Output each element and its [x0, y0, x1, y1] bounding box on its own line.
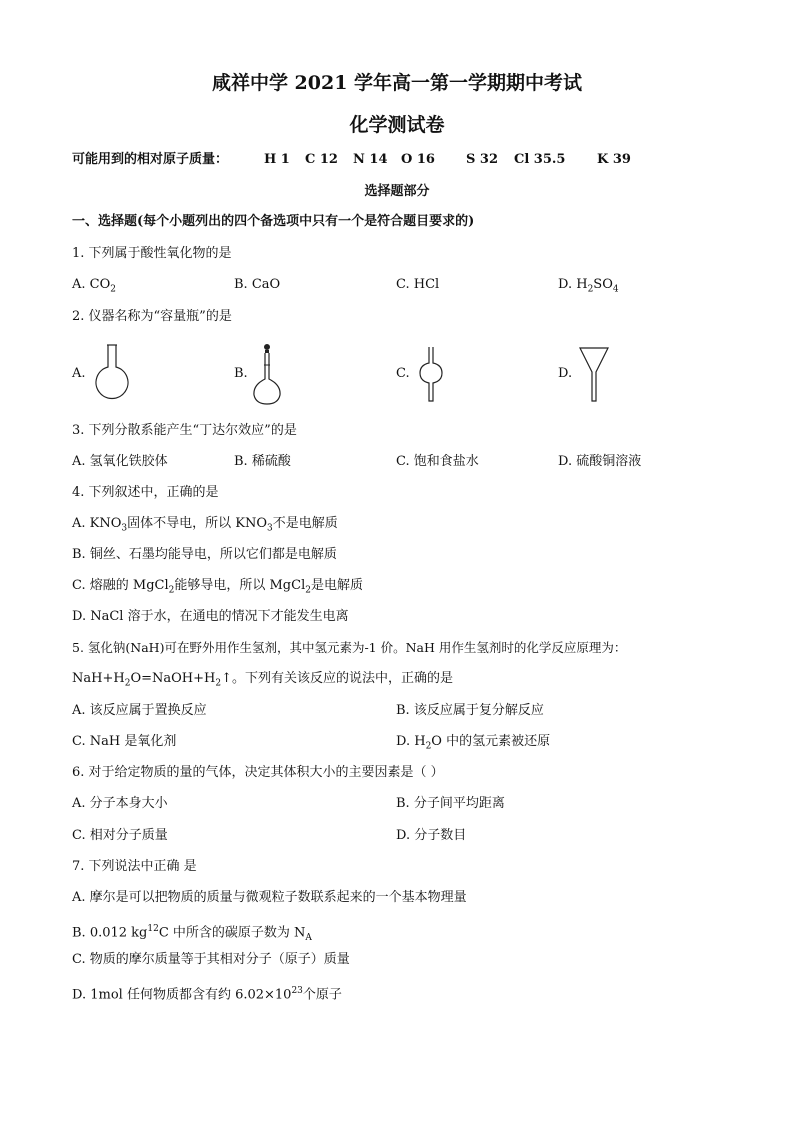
- atomic-mass-o: O 16: [401, 152, 435, 167]
- atomic-mass-row: [72, 152, 228, 168]
- question-6-option-c[interactable]: C. 相对分子质量: [72, 828, 168, 843]
- question-2-stem: 2. 仪器名称为“容量瓶”的是: [72, 309, 232, 324]
- question-2-option-c[interactable]: C.: [396, 366, 410, 381]
- question-1-stem: 1. 下列属于酸性氧化物的是: [72, 246, 232, 261]
- question-3-option-b[interactable]: B. 稀硫酸: [234, 454, 291, 469]
- question-1-option-d[interactable]: D. $H_2SO_4$: [558, 277, 619, 295]
- exam-subtitle: 化学测试卷: [349, 114, 445, 136]
- question-4-stem: 4. 下列叙述中，正确的是: [72, 485, 219, 500]
- question-7-option-a[interactable]: A. 摩尔是可以把物质的质量与微观粒子数联系起来的一个基本物理量: [72, 890, 467, 905]
- question-3-option-d[interactable]: D. 硫酸铜溶液: [558, 454, 642, 469]
- question-4-option-c[interactable]: C. 熔融的 MgCl$_2$能够导电，所以 MgCl$_2$是电解质: [72, 578, 363, 596]
- question-1-option-a[interactable]: A. $CO_2$: [72, 277, 116, 295]
- volumetric-flask-icon: [250, 343, 284, 407]
- atomic-mass-n: N 14: [353, 152, 388, 167]
- question-1-option-b[interactable]: B. CaO: [234, 277, 281, 292]
- question-6-option-d[interactable]: D. 分子数目: [396, 828, 467, 843]
- round-bottom-flask-icon: [90, 343, 134, 403]
- question-3-option-a[interactable]: A. 氢氧化铁胶体: [72, 454, 168, 469]
- atomic-mass-c: C 12: [305, 152, 338, 167]
- question-3-option-c[interactable]: C. 饱和食盐水: [396, 454, 479, 469]
- part-title: 选择题部分: [364, 184, 430, 199]
- bulb-pipette-icon: [417, 345, 445, 403]
- question-6-option-b[interactable]: B. 分子间平均距离: [396, 796, 505, 811]
- question-5-option-a[interactable]: A. 该反应属于置换反应: [72, 703, 207, 718]
- atomic-mass-k: K 39: [597, 152, 631, 167]
- question-2-option-b[interactable]: B.: [234, 366, 248, 381]
- question-5-stem-cont: $NaH+H_2O=NaOH+H_2↑$。下列有关该反应的说法中，正确的是: [72, 671, 453, 689]
- question-4-option-a[interactable]: A. $KNO_3$固体不导电，所以 $KNO_3$不是电解质: [72, 516, 338, 534]
- question-7-stem: 7. 下列说法中正确 是: [72, 859, 197, 874]
- question-3-stem: 3. 下列分散系能产生“丁达尔效应”的是: [72, 423, 297, 438]
- question-5-option-c[interactable]: C. NaH 是氧化剂: [72, 734, 177, 749]
- question-1-option-c[interactable]: C. HCl: [396, 277, 440, 292]
- question-7-option-c[interactable]: C. 物质的摩尔质量等于其相对分子（原子）质量: [72, 952, 350, 967]
- question-5-stem: 5. 氢化钠(NaH)可在野外用作生氢剂，其中氢元素为-1 价。NaH 用作生氢剂时的化学反应原理为：: [72, 640, 627, 655]
- atomic-mass-cl: Cl 35.5: [514, 152, 566, 167]
- exam-title: 咸祥中学 2021 学年高一第一学期期中考试: [211, 72, 583, 94]
- question-5-option-d[interactable]: D. $H_2O$ 中的氢元素被还原: [396, 734, 551, 752]
- section-title: 一、选择题(每个小题列出的四个备选项中只有一个是符合题目要求的): [72, 214, 475, 229]
- question-2-option-a[interactable]: A.: [72, 366, 86, 381]
- atomic-mass-h: H 1: [264, 152, 290, 167]
- question-4-option-d[interactable]: D. NaCl 溶于水，在通电的情况下才能发生电离: [72, 609, 349, 624]
- atomic-mass-label: 可能用到的相对原子质量：: [72, 152, 229, 167]
- question-6-option-a[interactable]: A. 分子本身大小: [72, 796, 168, 811]
- question-7-option-d[interactable]: D. 1mol 任何物质都含有约 $6.02\times 10^{23}$个原子: [72, 986, 342, 1003]
- funnel-icon: [578, 345, 610, 403]
- question-6-stem: 6. 对于给定物质的量的气体，决定其体积大小的主要因素是（ ）: [72, 765, 444, 780]
- question-7-option-b[interactable]: B. 0.012 $kg^{12}C$ 中所含的碳原子数为 $N_A$: [72, 924, 312, 943]
- atomic-mass-s: S 32: [466, 152, 499, 167]
- question-5-option-b[interactable]: B. 该反应属于复分解反应: [396, 703, 544, 718]
- question-4-option-b[interactable]: B. 铜丝、石墨均能导电，所以它们都是电解质: [72, 547, 337, 562]
- question-2-option-d[interactable]: D.: [558, 366, 573, 381]
